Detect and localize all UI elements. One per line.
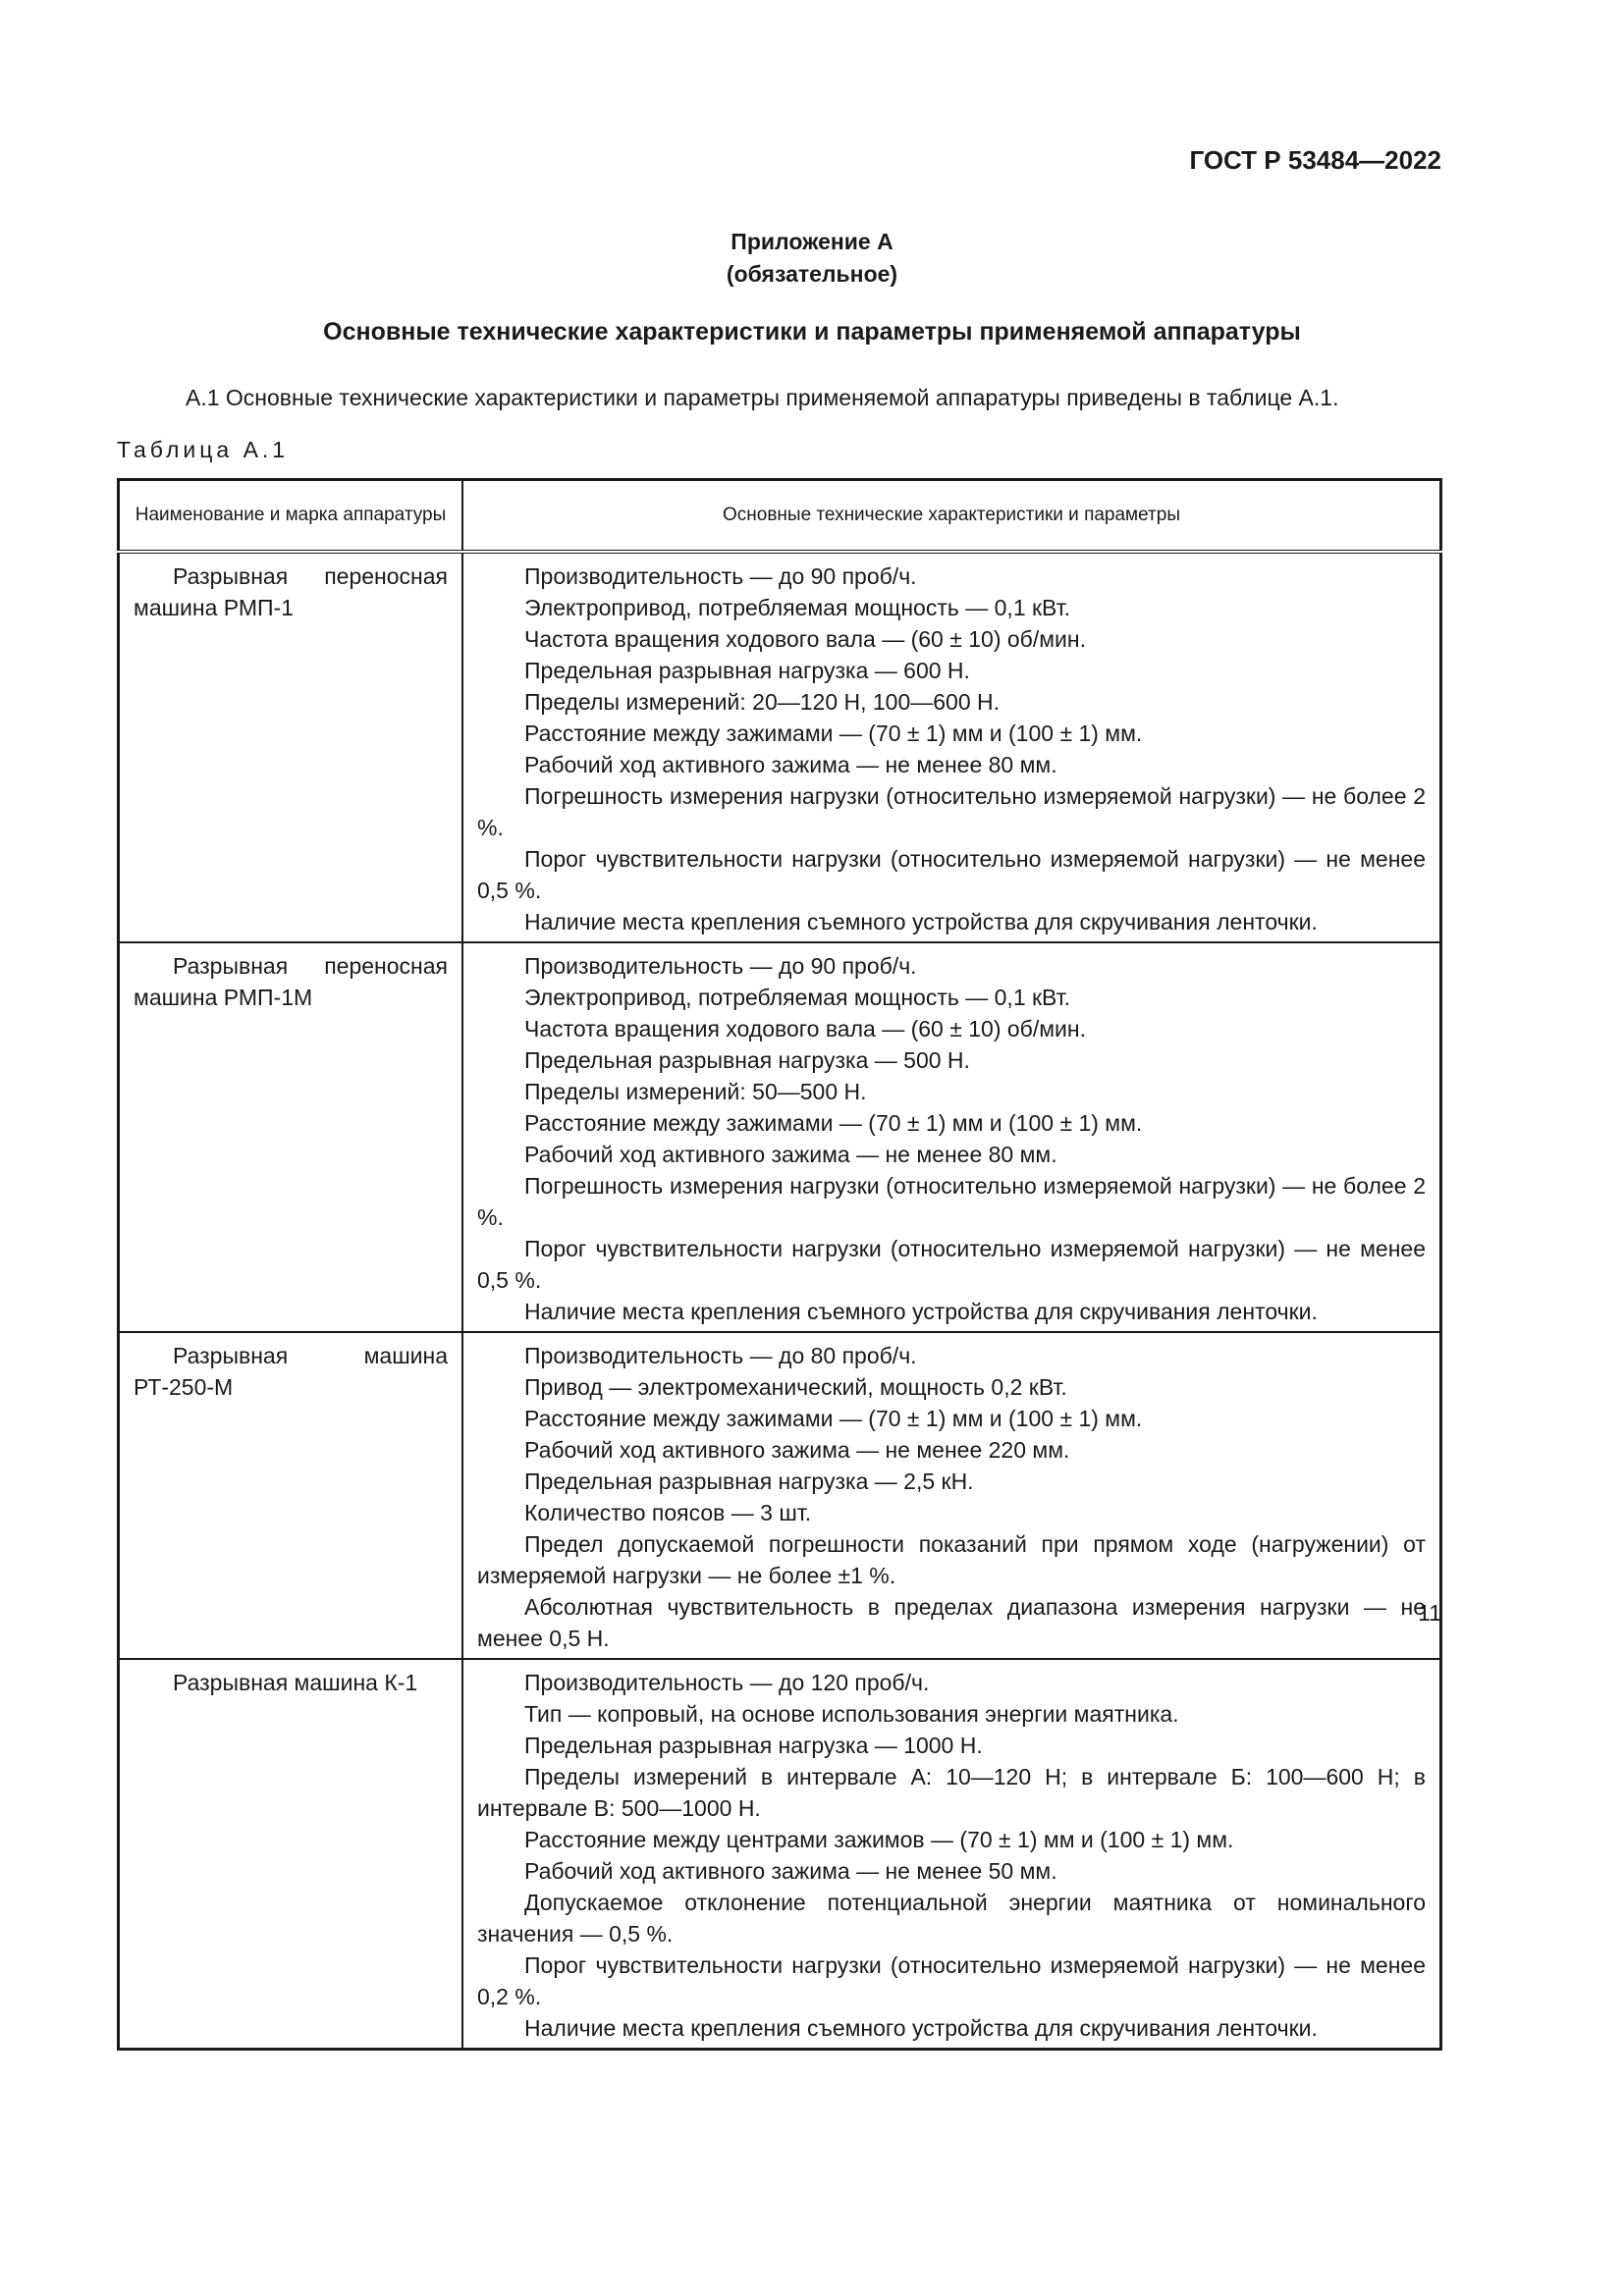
equipment-spec-table <box>117 478 1442 2051</box>
equipment-name-cell <box>119 1332 463 1659</box>
spec-item: Погрешность измерения нагрузки (относительно измеряемой нагрузки) — не более 2 %. <box>477 1173 1426 1230</box>
appendix-status: (обязательное) <box>726 261 898 287</box>
equipment-specs-cell <box>462 942 1441 1332</box>
equipment-specs-cell <box>462 1332 1441 1659</box>
equipment-name: Разрывная машина РТ-250-М <box>134 1343 448 1400</box>
table-row <box>119 552 1441 942</box>
equipment-specs-cell <box>462 552 1441 942</box>
spec-item: Наличие места крепления съемного устройства для скручивания ленточки. <box>524 2015 1318 2041</box>
spec-item: Производительность — до 90 проб/ч. <box>524 953 917 979</box>
equipment-name-cell <box>119 1659 463 2050</box>
spec-item: Рабочий ход активного зажима — не менее 50 мм. <box>524 1858 1057 1884</box>
spec-item: Расстояние между центрами зажимов — (70 ± 1) мм и (100 ± 1) мм. <box>524 1827 1234 1852</box>
spec-item: Электропривод, потребляемая мощность — 0,1 кВт. <box>524 595 1071 620</box>
spec-item: Предельная разрывная нагрузка — 500 Н. <box>524 1047 970 1073</box>
spec-item: Производительность — до 120 проб/ч. <box>524 1670 930 1695</box>
intro-paragraph: А.1 Основные технические характеристики и параметры применяемой аппаратуры приведены в таблице А.1. <box>186 385 1339 410</box>
spec-item: Пределы измерений: 50—500 Н. <box>524 1079 867 1104</box>
equipment-name: Разрывная машина К-1 <box>173 1670 418 1695</box>
spec-item: Пределы измерений в интервале А: 10—120 Н; в интервале Б: 100—600 Н; в интервале В: 500—1000 Н. <box>477 1764 1426 1821</box>
table-header-row <box>119 480 1441 553</box>
spec-item: Расстояние между зажимами — (70 ± 1) мм и (100 ± 1) мм. <box>524 1406 1143 1431</box>
table-caption: Таблица А.1 <box>117 437 290 462</box>
equipment-name: Разрывная переносная машина РМП-1 <box>134 563 448 620</box>
spec-item: Рабочий ход активного зажима — не менее 80 мм. <box>524 1142 1057 1167</box>
spec-item: Количество поясов — 3 шт. <box>524 1500 812 1525</box>
column-header-specs: Основные технические характеристики и параметры <box>462 480 1441 553</box>
spec-item: Электропривод, потребляемая мощность — 0,1 кВт. <box>524 985 1071 1010</box>
equipment-specs-cell <box>462 1659 1441 2050</box>
spec-item: Производительность — до 80 проб/ч. <box>524 1343 917 1368</box>
section-title: Основные технические характеристики и параметры применяемой аппаратуры <box>323 318 1301 346</box>
spec-item: Расстояние между зажимами — (70 ± 1) мм и (100 ± 1) мм. <box>524 721 1143 746</box>
spec-item: Предел допускаемой погрешности показаний при прямом ходе (нагружении) от измеряемой нагрузки — не более ±1 %. <box>477 1531 1426 1588</box>
spec-item: Порог чувствительности нагрузки (относительно измеряемой нагрузки) — не менее 0,2 %. <box>477 1952 1426 2009</box>
spec-item: Порог чувствительности нагрузки (относительно измеряемой нагрузки) — не менее 0,5 %. <box>477 1236 1426 1293</box>
spec-item: Предельная разрывная нагрузка — 1000 Н. <box>524 1733 983 1758</box>
table-row <box>119 942 1441 1332</box>
spec-item: Привод — электромеханический, мощность 0,2 кВт. <box>524 1374 1067 1400</box>
spec-item: Абсолютная чувствительность в пределах диапазона измерения нагрузки — не менее 0,5 Н. <box>477 1594 1426 1651</box>
spec-item: Наличие места крепления съемного устройства для скручивания ленточки. <box>524 909 1318 934</box>
spec-item: Расстояние между зажимами — (70 ± 1) мм и (100 ± 1) мм. <box>524 1110 1143 1136</box>
spec-item: Пределы измерений: 20—120 Н, 100—600 Н. <box>524 689 1001 715</box>
spec-item: Предельная разрывная нагрузка — 2,5 кН. <box>524 1468 974 1494</box>
spec-item: Частота вращения ходового вала — (60 ± 10) об/мин. <box>524 626 1086 652</box>
document-code: ГОСТ Р 53484—2022 <box>1189 145 1441 175</box>
page-number: 11 <box>1418 1600 1441 1626</box>
spec-item: Рабочий ход активного зажима — не менее 220 мм. <box>524 1437 1070 1463</box>
spec-item: Рабочий ход активного зажима — не менее 80 мм. <box>524 752 1057 777</box>
spec-item: Погрешность измерения нагрузки (относительно измеряемой нагрузки) — не более 2 %. <box>477 783 1426 840</box>
appendix-title: Приложение А <box>731 229 893 254</box>
table-body <box>119 552 1441 2050</box>
equipment-name-cell <box>119 942 463 1332</box>
table-row <box>119 1332 1441 1659</box>
spec-item: Частота вращения ходового вала — (60 ± 10) об/мин. <box>524 1016 1086 1041</box>
table-row <box>119 1659 1441 2050</box>
column-header-name: Наименование и марка аппаратуры <box>119 480 463 553</box>
spec-item: Допускаемое отклонение потенциальной энергии маятника от номинального значения — 0,5 %. <box>477 1890 1426 1947</box>
appendix-heading <box>0 226 1624 291</box>
spec-item: Порог чувствительности нагрузки (относительно измеряемой нагрузки) — не менее 0,5 %. <box>477 846 1426 903</box>
equipment-name: Разрывная переносная машина РМП-1М <box>134 953 448 1010</box>
spec-item: Предельная разрывная нагрузка — 600 Н. <box>524 658 970 683</box>
equipment-name-cell <box>119 552 463 942</box>
spec-item: Производительность — до 90 проб/ч. <box>524 563 917 589</box>
spec-item: Наличие места крепления съемного устройства для скручивания ленточки. <box>524 1299 1318 1324</box>
spec-item: Тип — копровый, на основе использования энергии маятника. <box>524 1701 1179 1727</box>
